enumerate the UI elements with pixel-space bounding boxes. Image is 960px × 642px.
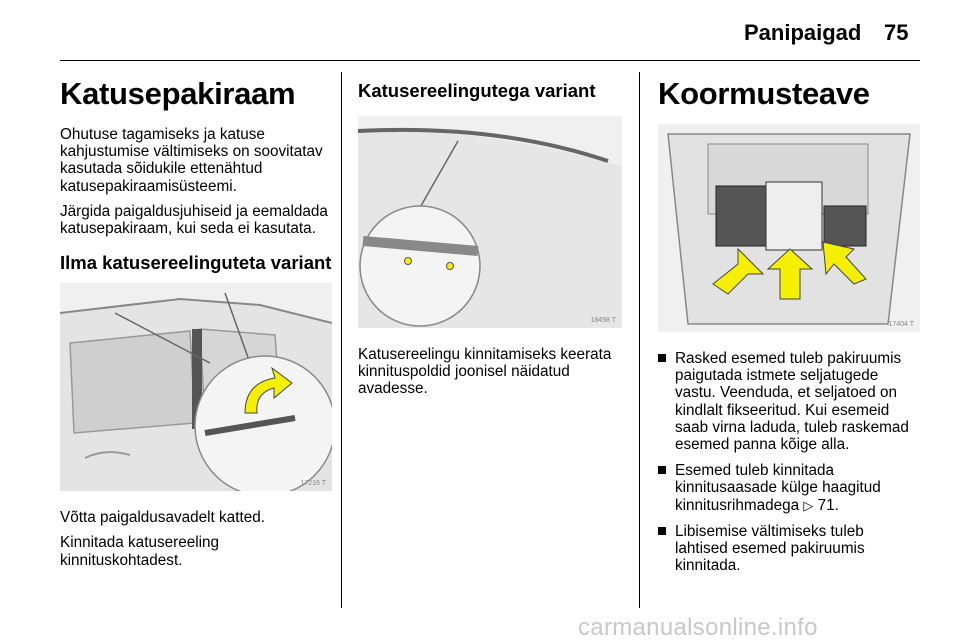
column-1 [60,72,332,569]
bullet-item [658,523,920,575]
column-divider-1 [341,72,342,608]
header-rule [60,60,920,61]
figure-code: 17404 T [888,321,914,328]
section-title-loading-info: Koormusteave [658,76,870,111]
bullet-square-icon [658,527,666,535]
page-reference[interactable]: 71. [817,496,839,514]
bullet-item [658,462,920,514]
figure-code: 17216 T [300,480,326,488]
page-header [0,0,960,62]
bullet-text: Esemed tuleb kinnitada kinnitusaasade külge haagitud kinnitusrihmadega [675,462,881,514]
bullet-item [658,350,920,453]
figure-code: 18498 T [590,317,616,324]
watermark: carmanualsonline.info [578,614,818,641]
bullet-text: Libisemise vältimiseks tuleb lahtised esemed pakiruumis kinnitada. [675,522,865,575]
paragraph-rail-bolts: Katusereelingu kinnitamiseks keerata kinnituspoldid joonisel näidatud avadesse. [358,346,612,398]
figure-cargo-area [658,124,920,332]
car-roof-illustration [60,283,332,491]
cargo-area-illustration [658,124,920,332]
page-reference-icon: ▷ [803,497,814,513]
paragraph-safety: Ohutuse tagamiseks ja katuse kahjustumise vältimiseks on soovitatav kasutada sõidukile ettenähtud katusepakiraamisüsteemi. [60,126,323,195]
paragraph-attach-rails: Kinnitada katusereeling kinnituskohtadest. [60,534,220,569]
paragraph-installation: Järgida paigaldusjuhiseid ja eemaldada katusepakiraam, kui seda ei kasutata. [60,202,328,238]
figure-with-rails [358,116,622,328]
subtitle-with-rails: Katusereelingutega variant [358,80,596,101]
section-title-roof-rack: Katusepakiraam [60,76,296,111]
loading-bullets [658,350,920,574]
column-3 [658,72,920,583]
paragraph-remove-covers: Võtta paigaldusavadelt katted. [60,509,265,527]
bullet-text: Rasked esemed tuleb pakiruumis paigutada istmete seljatugede vastu. Veenduda, et seljatoed on kindlalt fikseeritud. Kui esemeid saab virna laduda, tuleb raskemad esemed panna kõige alla. [675,350,909,454]
roof-rail-illustration [358,116,622,328]
subtitle-without-rails: Ilma katusereelinguteta variant [60,252,332,274]
bullet-square-icon [658,354,666,362]
bullet-square-icon [658,466,666,474]
page-number: 75 [884,20,909,45]
figure-without-rails [60,283,332,491]
column-2 [358,72,622,398]
header-title: Panipaigad [744,20,862,45]
column-divider-2 [639,72,640,608]
